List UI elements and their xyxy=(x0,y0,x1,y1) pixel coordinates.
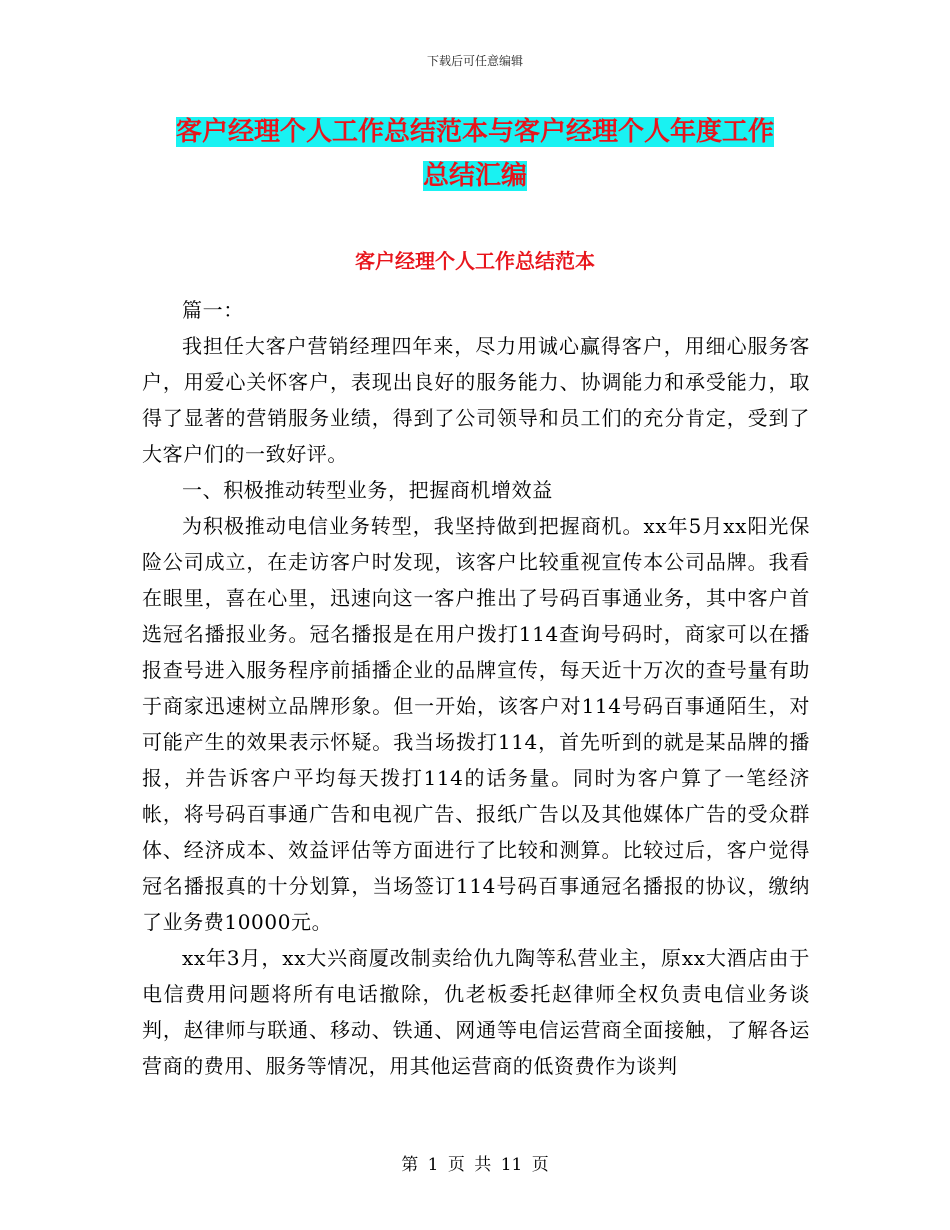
page-footer-number: 第 1 页 共 11 页 xyxy=(401,1155,549,1175)
document-title-line-2: 总结汇编 xyxy=(422,161,527,191)
document-body xyxy=(142,292,810,1084)
document-title-line-1: 客户经理个人工作总结范本与客户经理个人年度工作 xyxy=(175,117,774,147)
paragraph-body-1: 为积极推动电信业务转型，我坚持做到把握商机。xx年5月xx阳光保险公司成立，在走访客户时发现，该客户比较重视宣传本公司品牌。我看在眼里，喜在心里，迅速向这一客户推出了号码百事通业务，其中客户首选冠名播报业务。冠名播报是在用户拨打114查询号码时，商家可以在播报查号进入服务程序前插播企业的品牌宣传，每天近十万次的查号量有助于商家迅速树立品牌形象。但一开始，该客户对114号码百事通陌生，对可能产生的效果表示怀疑。我当场拨打114，首先听到的就是某品牌的播报，并告诉客户平均每天拨打114的话务量。同时为客户算了一笔经济帐，将号码百事通广告和电视广告、报纸广告以及其他媒体广告的受众群体、经济成本、效益评估等方面进行了比较和测算。比较过后，客户觉得冠名播报真的十分划算，当场签订114号码百事通冠名播报的协议，缴纳了业务费10000元。 xyxy=(142,514,810,934)
paragraph-heading-1: 一、积极推动转型业务，把握商机增效益 xyxy=(182,478,553,502)
section-title: 客户经理个人工作总结范本 xyxy=(355,249,595,273)
page-header-note: 下载后可任意编辑 xyxy=(426,54,523,68)
document-title xyxy=(150,110,800,198)
paragraph-part-label: 篇一： xyxy=(182,298,244,322)
paragraph-body-2: xx年3月，xx大兴商厦改制卖给仇九陶等私营业主，原xx大酒店由于电信费用问题将所有电话撤除，仇老板委托赵律师全权负责电信业务谈判，赵律师与联通、移动、铁通、网通等电信运营商全面接触，了解各运营商的费用、服务等情况，用其他运营商的低资费作为谈判 xyxy=(142,946,810,1078)
paragraph-intro: 我担任大客户营销经理四年来，尽力用诚心赢得客户，用细心服务客户，用爱心关怀客户，表现出良好的服务能力、协调能力和承受能力，取得了显著的营销服务业绩，得到了公司领导和员工们的充分肯定，受到了大客户们的一致好评。 xyxy=(142,334,810,466)
